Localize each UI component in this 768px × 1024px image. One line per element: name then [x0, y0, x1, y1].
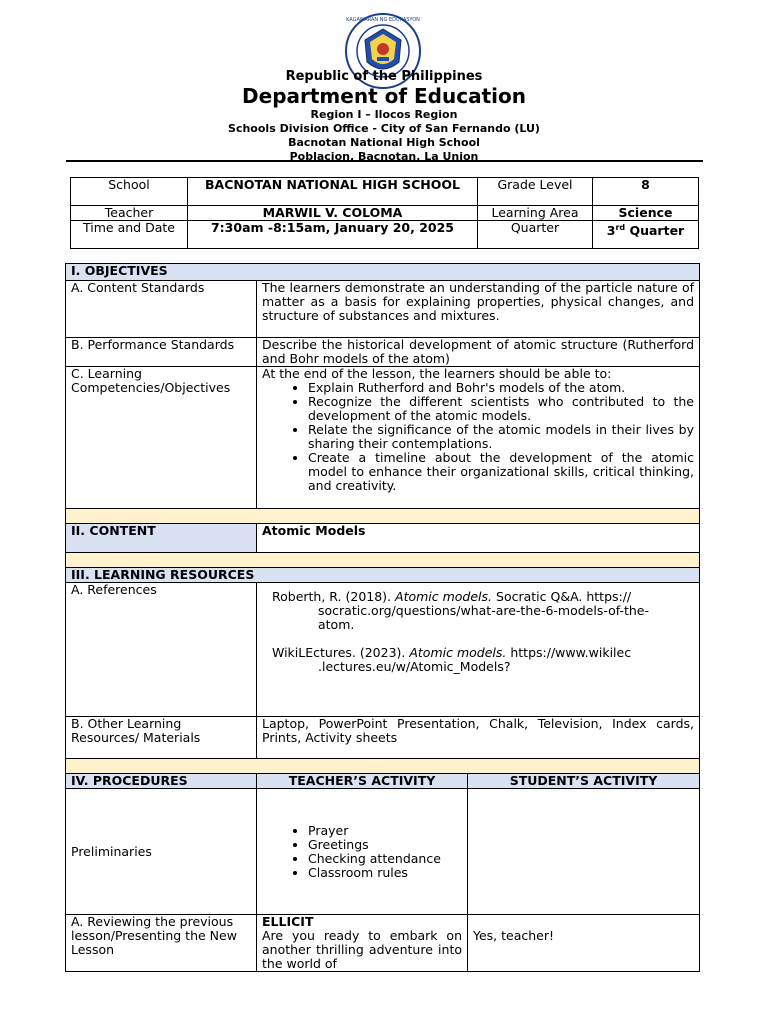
review-student-cell: Yes, teacher! — [468, 915, 700, 972]
quarter-label: Quarter — [478, 221, 593, 249]
department-heading: Department of Education — [242, 84, 526, 108]
reference-1-title: Atomic models. — [395, 589, 493, 604]
reference-1 — [272, 590, 679, 604]
performance-standards-label: B. Performance Standards — [66, 338, 257, 367]
teacher-activity-heading: TEACHER’S ACTIVITY — [257, 774, 468, 789]
section-spacer — [66, 759, 700, 774]
content-value: Atomic Models — [257, 524, 700, 553]
teacher-value: MARWIL V. COLOMA — [188, 206, 478, 221]
quarter-value — [593, 221, 699, 249]
reference-2-source[interactable]: https://www.wikilec — [506, 645, 632, 660]
teacher-label: Teacher — [71, 206, 188, 221]
review-teacher-cell — [257, 915, 468, 972]
reference-2 — [272, 646, 679, 660]
references-cell — [257, 583, 700, 717]
performance-standards-text: Describe the historical development of atomic structure (Rutherford and Bohr models of the atom) — [257, 338, 700, 367]
preliminaries-student-cell — [468, 789, 700, 915]
svg-text:KAGAWARAN NG EDUKASYON: KAGAWARAN NG EDUKASYON — [346, 17, 420, 23]
elicit-heading: ELLICIT — [262, 914, 314, 929]
preliminaries-list — [262, 824, 462, 880]
school-line: Bacnotan National High School — [288, 136, 480, 149]
quarter-suffix: rd — [615, 223, 626, 232]
school-value: BACNOTAN NATIONAL HIGH SCHOOL — [188, 178, 478, 206]
time-date-value: 7:30am -8:15am, January 20, 2025 — [188, 221, 478, 249]
preliminaries-cell — [257, 789, 468, 915]
reference-1-url[interactable]: socratic.org/questions/what-are-the-6-models-of-the-atom. — [318, 603, 649, 632]
content-heading: II. CONTENT — [66, 524, 257, 553]
list-item: • Recognize the different scientists who contributed to the development of the atomic models. — [308, 395, 694, 423]
address-line: Poblacion, Bacnotan, La Union — [289, 150, 479, 163]
other-resources-text: Laptop, PowerPoint Presentation, Chalk, Television, Index cards, Prints, Activity sheets — [257, 717, 700, 759]
list-item: • Prayer — [308, 824, 462, 838]
school-label: School — [71, 178, 188, 206]
division-line: Schools Division Office - City of San Fernando (LU) — [228, 122, 540, 135]
review-lesson-label: A. Reviewing the previous lesson/Presenting the New Lesson — [66, 915, 257, 972]
list-item: • Explain Rutherford and Bohr's models of the atom. — [308, 381, 694, 395]
learning-competencies-label: C. Learning Competencies/Objectives — [66, 367, 257, 509]
list-item: • Create a timeline about the development of the atomic model to enhance their organizational skills, critical thinking, and creativity. — [308, 451, 694, 493]
lesson-info-table — [70, 177, 699, 249]
student-activity-heading: STUDENT’S ACTIVITY — [468, 774, 700, 789]
list-item: • Greetings — [308, 838, 462, 852]
region-line: Region I – Ilocos Region — [310, 108, 458, 121]
quarter-word: Quarter — [625, 223, 685, 239]
objectives-heading: I. OBJECTIVES — [66, 264, 700, 281]
elicit-text: Are you ready to embark on another thrilling adventure into the world of — [262, 928, 462, 971]
reference-2-url[interactable]: .lectures.eu/w/Atomic_Models? — [318, 659, 511, 674]
learning-resources-heading: III. LEARNING RESOURCES — [66, 568, 700, 583]
content-standards-text: The learners demonstrate an understanding of the particle nature of matter as a basis for explaining properties, physical changes, and structure of substances and mixtures. — [257, 281, 700, 338]
reference-1-source: Socratic Q&A. https:// — [492, 589, 632, 604]
reference-2-title: Atomic models. — [409, 645, 507, 660]
republic-heading: Republic of the Philippines — [285, 69, 483, 84]
office-address-block — [0, 108, 768, 164]
grade-level-label: Grade Level — [478, 178, 593, 206]
list-item: • Checking attendance — [308, 852, 462, 866]
section-spacer — [66, 509, 700, 524]
preliminaries-label: Preliminaries — [66, 789, 257, 915]
grade-level-value: 8 — [593, 178, 699, 206]
time-date-label: Time and Date — [71, 221, 188, 249]
content-standards-label: A. Content Standards — [66, 281, 257, 338]
quarter-number: 3 — [606, 223, 616, 239]
reference-2-author: WikiLEctures. (2023). — [272, 645, 410, 660]
learning-area-label: Learning Area — [478, 206, 593, 221]
lesson-plan-table — [65, 263, 700, 972]
competency-list — [262, 381, 694, 493]
references-label: A. References — [66, 583, 257, 717]
section-spacer — [66, 553, 700, 568]
reference-1-author: Roberth, R. (2018). — [272, 589, 396, 604]
competency-intro: At the end of the lesson, the learners should be able to: — [262, 366, 612, 381]
list-item: • Classroom rules — [308, 866, 462, 880]
procedures-heading: IV. PROCEDURES — [66, 774, 257, 789]
learning-area-value: Science — [593, 206, 699, 221]
header-divider — [66, 160, 703, 162]
learning-competencies-cell — [257, 367, 700, 509]
other-resources-label: B. Other Learning Resources/ Materials — [66, 717, 257, 759]
list-item: • Relate the significance of the atomic models in their lives by sharing their contemplations. — [308, 423, 694, 451]
